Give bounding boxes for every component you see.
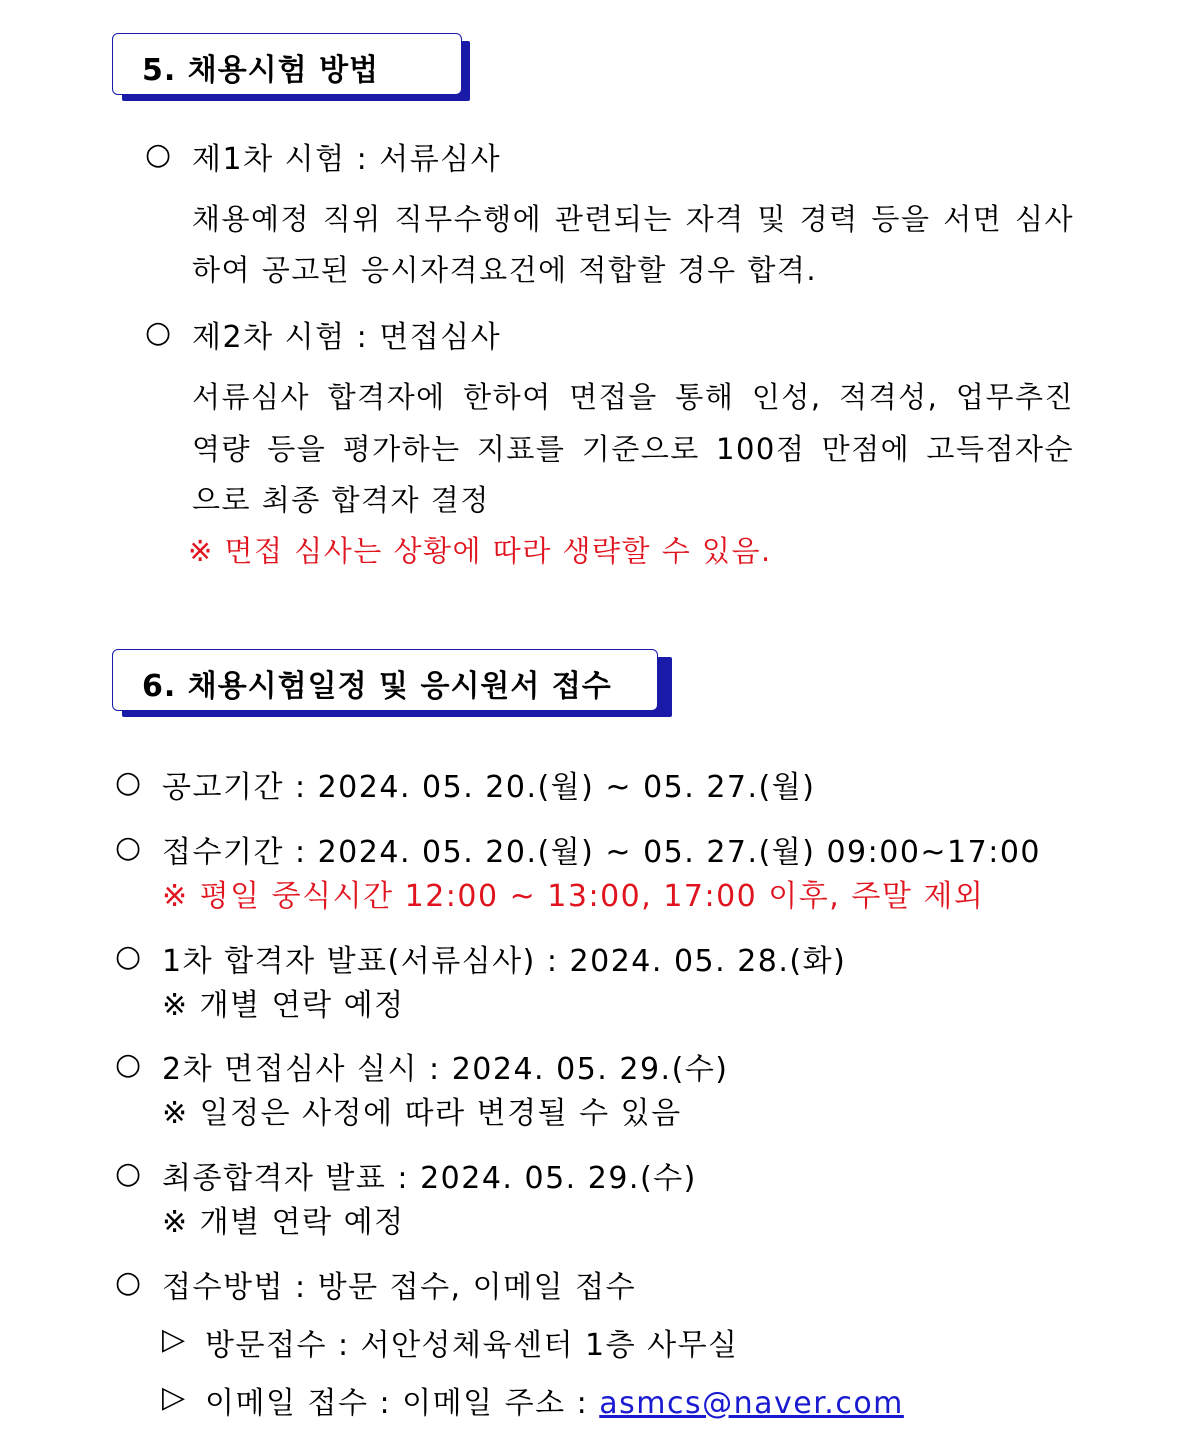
application-period-note: ※ 평일 중식시간 12:00 ~ 13:00, 17:00 이후, 주말 제외 [162, 879, 985, 914]
schedule-bullet: ○ [115, 939, 143, 974]
email-address-link[interactable]: asmcs@naver.com [599, 1386, 904, 1421]
schedule-bullet: ○ [115, 765, 143, 800]
email-application-label: 이메일 접수 : 이메일 주소 : [205, 1386, 600, 1421]
schedule-bullet: ○ [115, 1265, 143, 1300]
final-result-note: ※ 개별 연락 예정 [162, 1205, 405, 1240]
exam2-desc-line2: 역량 등을 평가하는 지표를 기준으로 100점 만점에 고득점자순 [192, 432, 1074, 466]
interview-note: ※ 일정은 사정에 따라 변경될 수 있음 [162, 1096, 682, 1131]
exam2-note: ※ 면접 심사는 상황에 따라 생략할 수 있음. [188, 534, 772, 568]
section5-title: 5. 채용시험 방법 [142, 53, 380, 88]
section6-header [112, 649, 674, 719]
exam1-desc-line2: 하여 공고된 응시자격요건에 적합할 경우 합격. [192, 253, 818, 287]
exam1-bullet: ○ [145, 137, 173, 172]
application-method: 접수방법 : 방문 접수, 이메일 접수 [162, 1270, 637, 1305]
announcement-period: 공고기간 : 2024. 05. 20.(월) ~ 05. 27.(월) [162, 770, 816, 805]
section5-header [112, 33, 472, 103]
exam2-bullet: ○ [145, 315, 173, 350]
schedule-bullet: ○ [115, 1156, 143, 1191]
final-result-announcement: 최종합격자 발표 : 2024. 05. 29.(수) [162, 1161, 697, 1196]
exam1-label: 제1차 시험 : 서류심사 [192, 142, 502, 177]
interview-date: 2차 면접심사 실시 : 2024. 05. 29.(수) [162, 1052, 729, 1087]
exam2-desc-line3: 으로 최종 합격자 결정 [192, 483, 490, 517]
visit-application: 방문접수 : 서안성체육센터 1층 사무실 [205, 1328, 739, 1363]
exam2-desc-line1: 서류심사 합격자에 한하여 면접을 통해 인성, 적격성, 업무추진 [192, 380, 1074, 414]
schedule-bullet: ○ [115, 830, 143, 865]
application-period: 접수기간 : 2024. 05. 20.(월) ~ 05. 27.(월) 09:00~17:00 [162, 835, 1041, 870]
first-result-announcement: 1차 합격자 발표(서류심사) : 2024. 05. 28.(화) [162, 944, 847, 979]
email-application [205, 1378, 904, 1422]
schedule-bullet: ○ [115, 1047, 143, 1082]
section6-title: 6. 채용시험일정 및 응시원서 접수 [142, 669, 612, 704]
triangle-bullet-icon: ▷ [162, 1322, 187, 1357]
triangle-bullet-icon: ▷ [162, 1380, 187, 1415]
first-result-note: ※ 개별 연락 예정 [162, 988, 405, 1023]
exam2-label: 제2차 시험 : 면접심사 [192, 320, 502, 355]
exam1-desc-line1: 채용예정 직위 직무수행에 관련되는 자격 및 경력 등을 서면 심사 [192, 202, 1074, 236]
